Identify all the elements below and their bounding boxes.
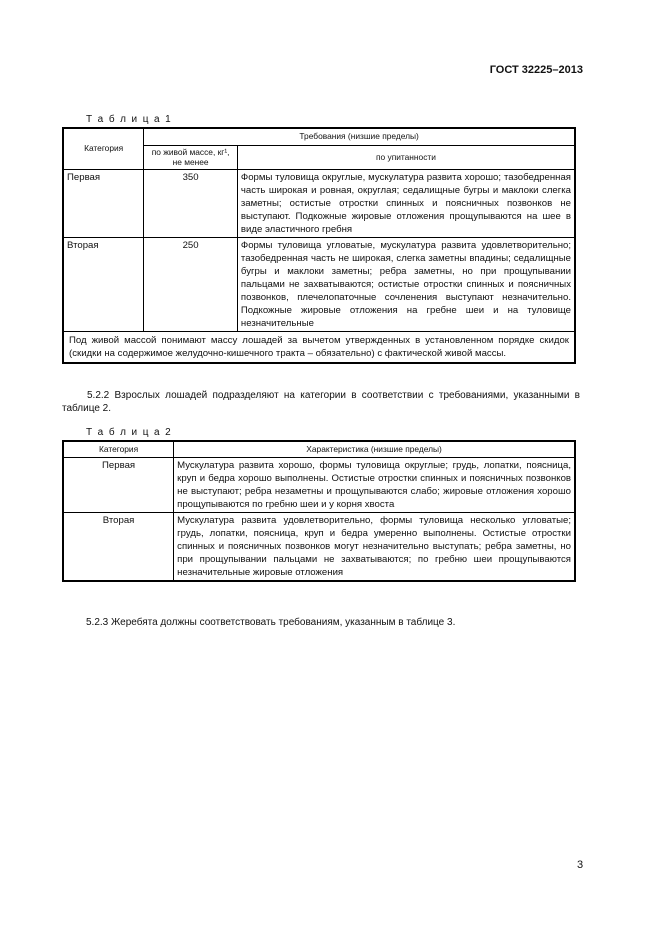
table2-caption: Т а б л и ц а 2 — [86, 427, 173, 438]
table1-header-weight: по живой массе, кг¹, не менее — [144, 145, 238, 169]
table2-row2-category: Вторая — [63, 513, 174, 582]
table1 — [62, 127, 576, 364]
table1-header-requirements: Требования (низшие пределы) — [144, 128, 575, 145]
table-row — [63, 513, 575, 582]
table1-row2-text: Формы туловища угловатые, мускулатура развита удовлетворительно; тазобедренная часть не широкая, слегка заметны впадины; седалищные бугры и маклоки заметны; ребра заметны, но при прощупывании пальцами не захватываются; остистые отростки спинных и поясничных позвонков, плечелопаточные сочленения выступают незначительно. Подкожные жировые отложения на гребне шеи и на туловище незначительные — [237, 237, 575, 331]
table1-row1-category: Первая — [63, 169, 144, 237]
table-row — [63, 237, 575, 331]
page-number: 3 — [577, 859, 584, 871]
table1-row1-weight: 350 — [144, 169, 238, 237]
table1-footnote: Под живой массой понимают массу лошадей за вычетом утвержденных в установленном порядке скидок (скидки на содержимое желудочно-кишечного тракта – обязательно) с фактической живой массы. — [63, 331, 575, 363]
paragraph-5-2-3: 5.2.3 Жеребята должны соответствовать требованиям, указанным в таблице 3. — [86, 617, 456, 628]
table1-row2-weight: 250 — [144, 237, 238, 331]
table2-header-characteristic: Характеристика (низшие пределы) — [174, 441, 575, 458]
standard-header: ГОСТ 32225–2013 — [489, 64, 583, 76]
table1-row1-text: Формы туловища округлые, мускулатура развита хорошо; тазобедренная часть широкая и ровная, округлая; седалищные бугры и маклоки слегка заметны; остистые отростки спинных и поясничных позвонков не выступают. Подкожные жировые отложения прощупываются на шее в виде эластичного гребня — [237, 169, 575, 237]
table-row — [63, 458, 575, 513]
table-row — [63, 169, 575, 237]
table1-header-fatness: по упитанности — [237, 145, 575, 169]
table1-row2-category: Вторая — [63, 237, 144, 331]
table2-row1-category: Первая — [63, 458, 174, 513]
table2-row2-text: Мускулатура развита удовлетворительно, формы туловища несколько угловатые; грудь, лопатки, поясница, круп и бедра умеренно выполнены. Остистые отростки спинных и поясничных позвонков могут незначительно выступать; ребра заметны, но при прощупывании пальцами не захватываются; по гребню шеи прощупываются незначительные жировые отложения — [174, 513, 575, 582]
table2-row1-text: Мускулатура развита хорошо, формы туловища округлые; грудь, лопатки, поясница, круп и бедра хорошо выполнены. Остистые отростки спинных и поясничных позвонков не выступают; ребра незаметны и прощупываются слабо; жировые отложения хорошо прощупываются по гребню шеи и у корня хвоста — [174, 458, 575, 513]
table1-caption: Т а б л и ц а 1 — [86, 114, 173, 125]
table1-header-category: Категория — [63, 128, 144, 169]
table2 — [62, 440, 576, 582]
paragraph-5-2-2: 5.2.2 Взрослых лошадей подразделяют на категории в соответствии с требованиями, указанными в таблице 2. — [62, 390, 580, 414]
table2-header-category: Категория — [63, 441, 174, 458]
